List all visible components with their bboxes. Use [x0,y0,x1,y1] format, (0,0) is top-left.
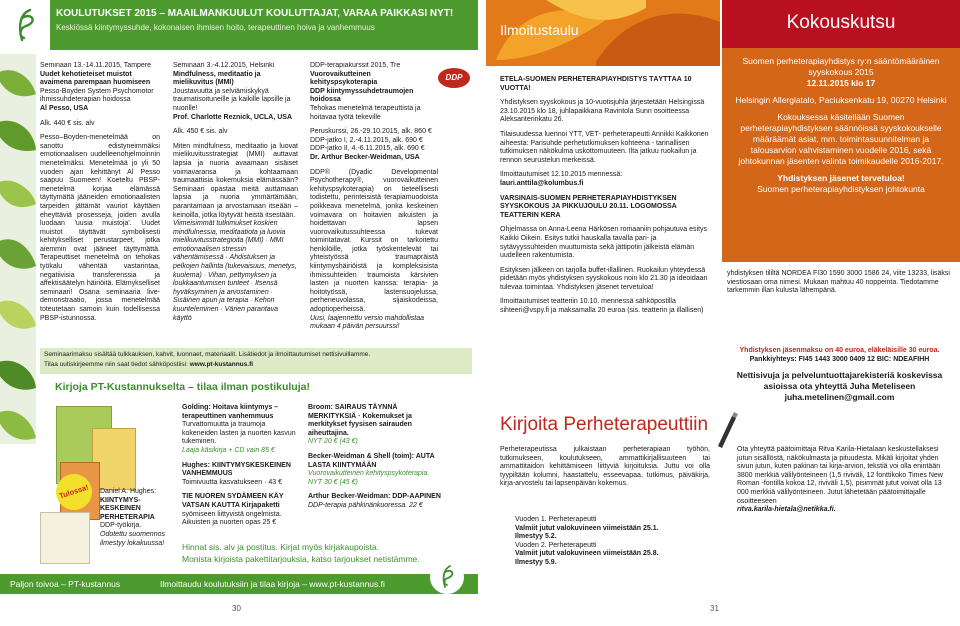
ddp-logo [438,68,470,88]
ilmoitustaulu-title: Ilmoitustaulu [500,22,579,38]
banner-line1: Seminaarimaksu sisältää tulkkauksen, kahvit, luonnaet, materiaalit. Lisätiedot ja ilmoittautumiset nettisivuillamme. [44,351,371,358]
kokous-line: Kokouksessa käsitellään Suomen perheterapiayhdistyksen säännöissä syyskokoukselle määräämät asiat, mm. toimintasuunnitelman ja talousarvion vahvistaminen vuodelle 2016, sekä johtokunnan jäsenten valinta toimikaudelle 2016-2017. [738,112,944,166]
col1-line: Seminaari 13.-14.11.2015, Tampere [40,62,152,69]
col3-line: Tehokas menetelmä terapeuttista ja hoitavaa työtä tekeville [310,104,421,121]
book1-line: KESKEINEN [100,505,141,513]
book-cover-pale [40,512,90,564]
book3-line: DDP-terapia pähkinänkuoressa. 22 € [308,501,423,509]
ddp-logo-text: DDP [445,73,463,82]
books-broom-becker [308,404,443,511]
kirjoita-body: Perheterapeutissa julkaistaan perheterapiaan työhön, tutkimukseen, koulutukseen, ammattikirjallisuuteen tai ammattitaidon kehittämiseen liittyviä kirjoituksia. Juttu voi olla tyypiltään kolumni, haastattelu, esseevapaa, tutkimus, päiväkirja, kirja-arvostelu tai lapsenpäivän kokemus. [500,446,710,488]
book2-line: TIE NUOREN SYDÄMEEN KÄY VATSAN KAUTTA Kirjapaketti [182,493,284,509]
notice-line: Ilmoittautumiset 12.10.2015 mennessä: [500,171,623,179]
col2-line: Alk. 450 € sis. alv [173,128,228,136]
book1-line: Daniel A. Hughes: [100,488,157,495]
notice-email[interactable]: lauri.anttila@kolumbus.fi [500,179,584,187]
deadline-line: Vuoden 2. Perheterapeutti [515,541,597,549]
col2-line: Miten mindfulness, meditaatio ja luovat mielikuvitusstrategiat (MMI) auttavat lapsia ja nuoria avaamaan sisäiset voimavaransa ja kohtaamaan traumaattisia kokemuksia elämässään? Seminaari opastaa meitä auttamaan lapsia ja nuoria ymmärtämään, parantamaan ja arvostamaan itseään – keinoilla, jotka löytyvät heistä itsestään. [173,142,298,219]
col1-line: Pesso–Boyden-menetelmää on sanottu edistyneimmäksi emotionaalisen uudelleenohjelmoinnin menetelmäksi. Menetelmää jo yli 50 vuoden ajan kehittänyt Al Pesso saapuu Suomeen! Koeteltu PBSP-menetelmä korjaa elämässä täyttymättä jääneiden emotionaalisten tarpeiden jättämät vauriot käyttäen eheyttäviä prosesseja, joiden avulla luodaan 'uusia muistoja'. Uudet muistot täyttävät symbolisesti kehitykselliset perustarpeet, jotka aiemmin ovat jääneet täyttymättä. Terapeuttiset menetelmä on tehokas työkalu vähentää vastarintaa, negatiivisia transferenssia ja affektisäätelyn häiriöitä. Elämykselliset seminaari! Osana seminaaria live-demonstraatio, jossa menetelmää toteutetaan samoin kuin todellisessa PBSP-istunnossa. [40,134,160,322]
banner-line2 [44,361,468,369]
kokous-date: 12.11.2015 klo 17 [806,78,876,88]
book3-line: Vuorovaikutteinen kehityspsykoterapia. NYT 30 € (45 €) [308,470,430,486]
payment-line: yhdistyksen tililtä NORDEA FI30 1590 3000 1586 24, viite 13233, lisäksi viestiosaan oma nimesi. Mukaan mahtuu 40 noppeinta. Tiedotamme tarkemmin illan kulusta lähempänä. [727,270,950,295]
col3-line: DDP kiintymyssuhdetraumojen hoidossa [310,87,414,104]
col1-line: Al Pesso, USA [40,104,89,112]
kokouskutsu-title: Kokouskutsu [786,12,896,33]
kokous-welcome: Yhdistyksen jäsenet tervetuloa! [777,173,905,183]
book1-line: DDP-työkirja. [100,522,142,530]
kokouskutsu-body [732,56,950,195]
col2-line: Viimeisimmät tutkimukset koskien mindfulnessia, meditaatiota ja luovia mielikuvitusstrategioita (MMI) · MMI emotionaalisen stressin vähentämisessä · Ahdistuksen ja pelkojen hallinta (tukevaisuus, menetys, kuolema) · Vihan, pettymyksen ja loukkaantumisen tunteet · Itsensä hyväksyminen ja arvostaminen · Sisäinen apuri ja terapia · Kehon kuunteleminen · Värien parantava käyttö [173,220,297,322]
kirjoita-title: Kirjoita Perheterapeuttiin [500,414,709,435]
col3-line: Dr. Arthur Becker-Weidman, USA [310,153,420,161]
book2-line: Toimivuutta kasvatukseen · 43 € [182,478,282,486]
course-pesso [40,62,160,324]
book1-line: KIINTYMYS- [100,496,141,504]
deadline-line: Valmiit jutut valokuvineen viimeistään 25.1. [515,524,659,532]
course-mmi [173,62,298,324]
col3-line: Uusi, laajennettu versio mahdollistaa mukaan 4 päivän persuurssi! [310,314,425,331]
left-header-subtitle: Keskiössä kiintymyssuhde, kokonaisen ihmisen hoito, terapeuttinen hoiva ja vanhemmuus [56,23,375,32]
left-header-title: KOULUTUKSET 2015 – MAAILMANKUULUT KOULUTTAJAT, VARAA PAIKKASI NYT! [56,8,454,19]
kokous-line: Helsingin Allergiatalo, Paciuksenkatu 19, 00270 Helsinki [735,95,947,105]
book1-line: PERHETERAPIA [100,513,155,521]
book2-line: Turvattomuutta ja traumoja kokeneiden lasten ja nuorten kasvun tukeminen. [182,421,296,446]
kirjoita-contact-text: Ota yhteyttä päätoimittaja Ritva Karila-Hietalaan keskustellaksesi jutun sisällöstä, näkökulmasta ja pituudesta. Mikäli kirjoitat yhden sivun jutun, kuten pakinan tai kirja-arvion, tekstiä voi olla enintään 3800 merkkiä välilyönteineen (1,5 riviväli, 12 fonttikoko Times New Roman -fontilla kokoa 12, riviväli 1,5), pisimmät jutut voivat olla 13 000 merkkiä välilyönteineen. Jutut lähetetään päätoimittajalle osoitteeseen [737,446,943,505]
footer-center-text[interactable]: Ilmoittaudu koulutuksiin ja tilaa kirjoja – www.pt-kustannus.fi [160,579,385,589]
footer-left-text: Paljon toivoa – PT-kustannus [10,579,121,589]
book3-line: Arthur Becker-Weidman: DDP-AAPINEN [308,493,441,501]
col2-line: Joustavuutta ja selviämiskykyä traumatisoituneille ja kaikille lapsille ja nuorille! [173,87,291,112]
website-contact-text: Nettisivuja ja pelveluntuottajarekisteriä koskevissa asioissa ota yhteyttä Juha Meteliseen [736,370,943,391]
notice-line: Ilmoittautumiset teatteriin 10.10. mennessä sähköpostilla sihteeri@vspy.fi ja maksamalla 20 euroa (sis. teatterin ja illallisen) [500,298,704,315]
book2-line: Golding: Hoitava kiintymys – terapeuttinen vanhemmuus [182,404,279,420]
notice-line: Yhdistyksen syyskokous ja 10-vuotisjuhla järjestetään Helsingissä 23.10.2015 klo 18, juhlapaikkana Ravintola Sunn osoitteessa Aleksanterinkatu 26. [500,99,705,124]
tulossa-text: Tulossa! [58,482,90,501]
pen-icon [712,410,740,450]
col2-line: Prof. Charlotte Reznick, UCLA, USA [173,113,293,121]
col3-line: Vuorovaikutteinen kehityspsykoterapia [310,70,378,87]
col3-line: DDP-jatko II, 4.-6.11.2015, alk. 690 € [310,145,425,153]
col1-line: Pesso-Boyden System Psychomotor ihmissuhdeterapian hoidossa [40,87,154,104]
book3-line: NYT 20 € (43 €) [308,438,358,446]
book-hughes-perheterapia [100,488,170,548]
website-contact-email[interactable]: juha.metelinen@gmail.com [784,392,895,402]
website-contact [727,370,952,403]
seminar-banner [40,348,472,374]
deadline-line: Vuoden 1. Perheterapeutti [515,516,597,523]
kokous-signature: Suomen perheterapiayhdistyksen johtokunta [757,184,925,194]
book2-line: Hughes: KIINTYMYSKESKEINEN VANHEMMUUS [182,461,291,478]
col3-line: Peruskurssi, 26.-29.10.2015, alk. 860 € [310,128,432,136]
col1-line: Uudet kehotieteiset muistot avaimena parempaan huomiseen [40,70,151,87]
col1-line: Alk. 440 € sis. alv [40,119,95,127]
membership-bank: Pankkiyhteys: FI45 1443 3000 0409 12 BIC: NDEAFIHH [749,356,930,363]
pt-logo [0,0,50,50]
book3-line: Broom: SAIRAUS TÄYNNÄ MERKITYKSIÄ · Kokemukset ja merkitykset fyysisen sairauden aiheuttajina. [308,404,412,437]
book1-line: Odotettu suomennos [100,530,165,538]
leaves-image [0,54,36,444]
notice-line: Tilaisuudessa luennoi YTT, VET- perheterapeutti Annikki Kaikkonen aiheesta: Parisuhde perhetutkimuksen kohteena - tarinallisen tutkimuksen näkökulma uskottomuuteen. Ilta jatkuu ruokailun ja rennon seurustelun merkeissä. [500,130,709,164]
col2-line: Mindfulness, meditaatio ja mielikuvitus (MMI) [173,70,261,87]
col2-line: Seminaari 3.-4.12.2015, Helsinki [173,62,275,69]
notice-line: VARSINAIS-SUOMEN PERHETERAPIAYHDISTYKSEN SYYSKOKOUS JA PIKKUJOULU 20.11. LOGOMOSSA TEATTERIN KERA [500,194,677,219]
deadline-line: Ilmestyy 5.2. [515,533,557,541]
col3-line: DDP-jatko I, 2.-4.11.2015, alk. 690 € [310,136,423,144]
kirjoita-contact [737,446,953,515]
left-page-number: 30 [232,604,241,613]
notice-line: ETELÄ-SUOMEN PERHETERAPIAYHDISTYS TÄYTTÄÄ 10 VUOTTA! [500,76,692,92]
book2-line: Laaja käsikirja + CD vain 85 € [182,446,275,454]
kirjoita-contact-email[interactable]: ritva.karila-hietala@netikka.fi. [737,506,836,514]
books-golding-hughes [182,404,302,528]
books-footer-2: Monista kirjoista pakettitarjouksia, katso tarjoukset netistämme. [182,554,420,564]
kokous-line: Suomen perheterapiayhdistys ry:n sääntömääräinen syyskokous 2015 [742,56,940,77]
deadline-line: Ilmestyy 5.9. [515,558,557,566]
notice-line: Ohjelmassa on Anna-Leena Härkösen romaaniin pohjautuva esitys Kaikki Oikein. Esitys tutkii hauskalla tavalla pari- ja sytävyyssuhteiden muuttumista sekä jättipotin jälkeistä elämän uudelleen rakentumista. [500,226,708,260]
book1-line: ilmestyy lokakuussa! [100,539,165,547]
banner-line2-text: Tilaa uutiskirjeemme niin saat tiedot sähköpostiisi: [44,361,190,368]
col3-line: DDP® (Dyadic Developmental Psychotherapy®, vuorovaikutteinen kehityspsykoterapia) on tieteellisesti todistettu, perinteisistä terapiamuodoista poikkeava menetelmä, jonka keskeinen voimavara on hoitavien aikuisten ja hoidettavan lapsen vuorovaikutussuhteessa tukevat toimintatavat. Kurssit on tarkoitettu henkilöille, jotka työskentelevät tai yhteistyössä traumapräistä kiintymyshäiriöistä ja kompleksisista ihmissuhteiden traumoista kärsivien lasten ja nuorten kanssa: terapia- ja hoitotyössä, lastensuojelussa, perheneuvolassa, sijaiskodeissa, adoptioperheissä. [310,168,438,314]
books-footer-1: Hinnat sis. alv ja postitus. Kirjat myös kirjakaupoista. [182,542,379,552]
book3-line: Becker-Weidman & Shell (toim): AUTA LASTA KIINTYMÄÄN [308,452,435,469]
membership-line1: Yhdistyksen jäsenmaksu on 40 euroa, eläkeläisille 30 euroa. [739,347,940,354]
membership-fee [727,346,952,364]
notice-line: Esityksen jälkeen on tarjolla buffet-illallinen. Ruokailun yhteydessä pidetään myös yhdistyksen syyskokous noin klo 21.30 ja ideoidaan tulevaa toimintaa. Yhdistyksen jäsenet tervetuloa! [500,266,708,291]
book2-line: syömiseen liittyvistä ongelmista. Aikuisten ja nuorten opas 25 € [182,510,282,527]
footer-pt-logo [430,560,464,594]
teatteri-payment [727,270,952,296]
deadline-line: Valmiit jutut valokuvineen viimeistään 25.8. [515,550,659,558]
course-ddp [310,62,438,334]
banner-url-link[interactable]: www.pt-kustannus.fi [189,361,254,368]
deadline-list [515,516,715,568]
books-title: Kirjoja PT-Kustannukselta – tilaa ilman postikuluja! [55,381,310,393]
right-page-number: 31 [710,604,719,613]
col3-line: DDP-terapiakurssit 2015, Tre [310,62,401,69]
notices-column [500,76,710,456]
